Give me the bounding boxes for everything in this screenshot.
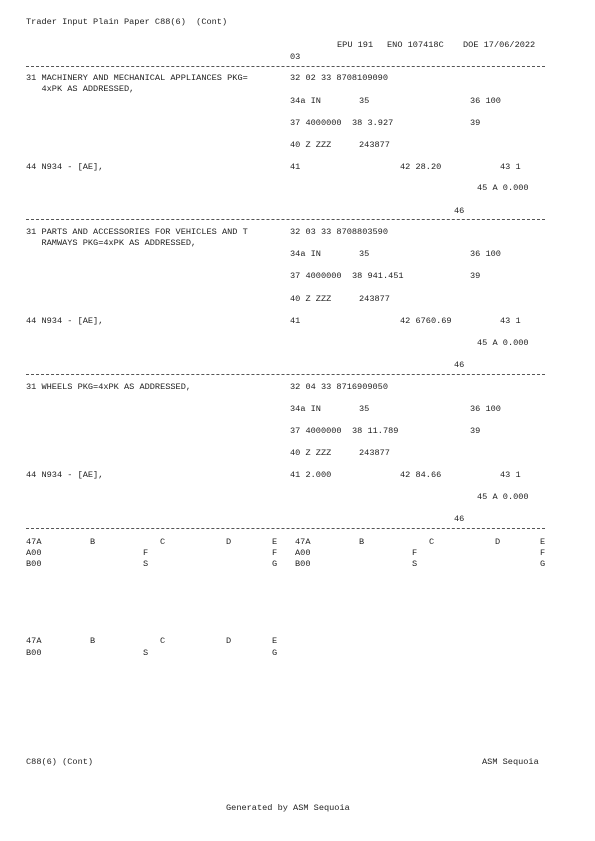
box-40: 40 Z ZZZ <box>290 448 332 458</box>
box-35: 35 <box>359 249 370 259</box>
box-41: 41 <box>290 316 301 326</box>
tax-col-47a: 47A <box>295 537 311 547</box>
tax-type: B00 <box>295 559 311 569</box>
commodity-code: 32 02 33 8708109090 <box>290 73 388 83</box>
tax-col-d: D <box>495 537 501 547</box>
commodity-code: 32 03 33 8708803590 <box>290 227 388 237</box>
tax-type: A00 <box>295 548 311 558</box>
tax-method: F <box>272 548 278 558</box>
page-title: Trader Input Plain Paper C88(6) (Cont) <box>26 17 228 27</box>
box-44: 44 N934 - [AE], <box>26 316 104 326</box>
tax-col-b: B <box>90 636 96 646</box>
box-41: 41 2.000 <box>290 470 332 480</box>
commodity-code: 32 04 33 8716909050 <box>290 382 388 392</box>
box-34a: 34a IN <box>290 96 321 106</box>
divider <box>26 528 545 529</box>
box-40-ref: 243877 <box>359 294 390 304</box>
item-description: 31 PARTS AND ACCESSORIES FOR VEHICLES AND T <box>26 227 248 237</box>
tax-method: F <box>540 548 546 558</box>
header-ref: 03 <box>290 52 301 62</box>
box-46: 46 <box>454 360 465 370</box>
box-45: 45 A 0.000 <box>477 338 529 348</box>
box-42: 42 84.66 <box>400 470 442 480</box>
box-43: 43 1 <box>500 470 521 480</box>
box-44: 44 N934 - [AE], <box>26 470 104 480</box>
box-43: 43 1 <box>500 316 521 326</box>
date-of-entry: DOE 17/06/2022 <box>463 40 536 50</box>
item-description-cont: 4xPK AS ADDRESSED, <box>26 84 135 94</box>
box-39: 39 <box>470 118 481 128</box>
box-37: 37 4000000 <box>290 118 342 128</box>
box-43: 43 1 <box>500 162 521 172</box>
tax-col-d: D <box>226 636 232 646</box>
box-39: 39 <box>470 271 481 281</box>
tax-col-47a: 47A <box>26 537 42 547</box>
box-45: 45 A 0.000 <box>477 492 529 502</box>
tax-method: G <box>272 648 278 658</box>
box-38: 38 941.451 <box>352 271 404 281</box>
tax-type: B00 <box>26 648 42 658</box>
tax-col-c: C <box>429 537 435 547</box>
box-42: 42 6760.69 <box>400 316 452 326</box>
tax-col-c: C <box>160 537 166 547</box>
box-40-ref: 243877 <box>359 140 390 150</box>
footer-generated: Generated by ASM Sequoia <box>226 803 350 813</box>
box-40: 40 Z ZZZ <box>290 140 332 150</box>
tax-type: A00 <box>26 548 42 558</box>
box-41: 41 <box>290 162 301 172</box>
divider <box>26 219 545 220</box>
box-34a: 34a IN <box>290 249 321 259</box>
box-35: 35 <box>359 404 370 414</box>
footer-form-ref: C88(6) (Cont) <box>26 757 94 767</box>
tax-col-e: E <box>272 636 278 646</box>
tax-method: G <box>540 559 546 569</box>
tax-col-d: D <box>226 537 232 547</box>
box-45: 45 A 0.000 <box>477 183 529 193</box>
tax-col-47a: 47A <box>26 636 42 646</box>
box-40-ref: 243877 <box>359 448 390 458</box>
tax-col-b: B <box>359 537 365 547</box>
box-39: 39 <box>470 426 481 436</box>
box-34a: 34a IN <box>290 404 321 414</box>
box-40: 40 Z ZZZ <box>290 294 332 304</box>
item-description-cont: RAMWAYS PKG=4xPK AS ADDRESSED, <box>26 238 197 248</box>
box-46: 46 <box>454 514 465 524</box>
divider <box>26 66 545 67</box>
box-42: 42 28.20 <box>400 162 442 172</box>
box-44: 44 N934 - [AE], <box>26 162 104 172</box>
box-38: 38 3.927 <box>352 118 394 128</box>
footer-vendor: ASM Sequoia <box>482 757 539 767</box>
tax-method: G <box>272 559 278 569</box>
box-36: 36 100 <box>470 404 501 414</box>
box-38: 38 11.789 <box>352 426 399 436</box>
box-36: 36 100 <box>470 96 501 106</box>
eno-number: ENO 107418C <box>387 40 444 50</box>
box-37: 37 4000000 <box>290 271 342 281</box>
box-36: 36 100 <box>470 249 501 259</box>
item-description: 31 WHEELS PKG=4xPK AS ADDRESSED, <box>26 382 192 392</box>
box-37: 37 4000000 <box>290 426 342 436</box>
tax-col-e: E <box>540 537 546 547</box>
epu-number: EPU 191 <box>337 40 374 50</box>
tax-col-e: E <box>272 537 278 547</box>
tax-base-flag: S <box>412 559 418 569</box>
item-description: 31 MACHINERY AND MECHANICAL APPLIANCES PKG= <box>26 73 248 83</box>
tax-type: B00 <box>26 559 42 569</box>
box-46: 46 <box>454 206 465 216</box>
tax-base-flag: S <box>143 559 149 569</box>
tax-base-flag: F <box>412 548 418 558</box>
tax-base-flag: S <box>143 648 149 658</box>
box-35: 35 <box>359 96 370 106</box>
tax-col-c: C <box>160 636 166 646</box>
tax-base-flag: F <box>143 548 149 558</box>
tax-col-b: B <box>90 537 96 547</box>
divider <box>26 374 545 375</box>
